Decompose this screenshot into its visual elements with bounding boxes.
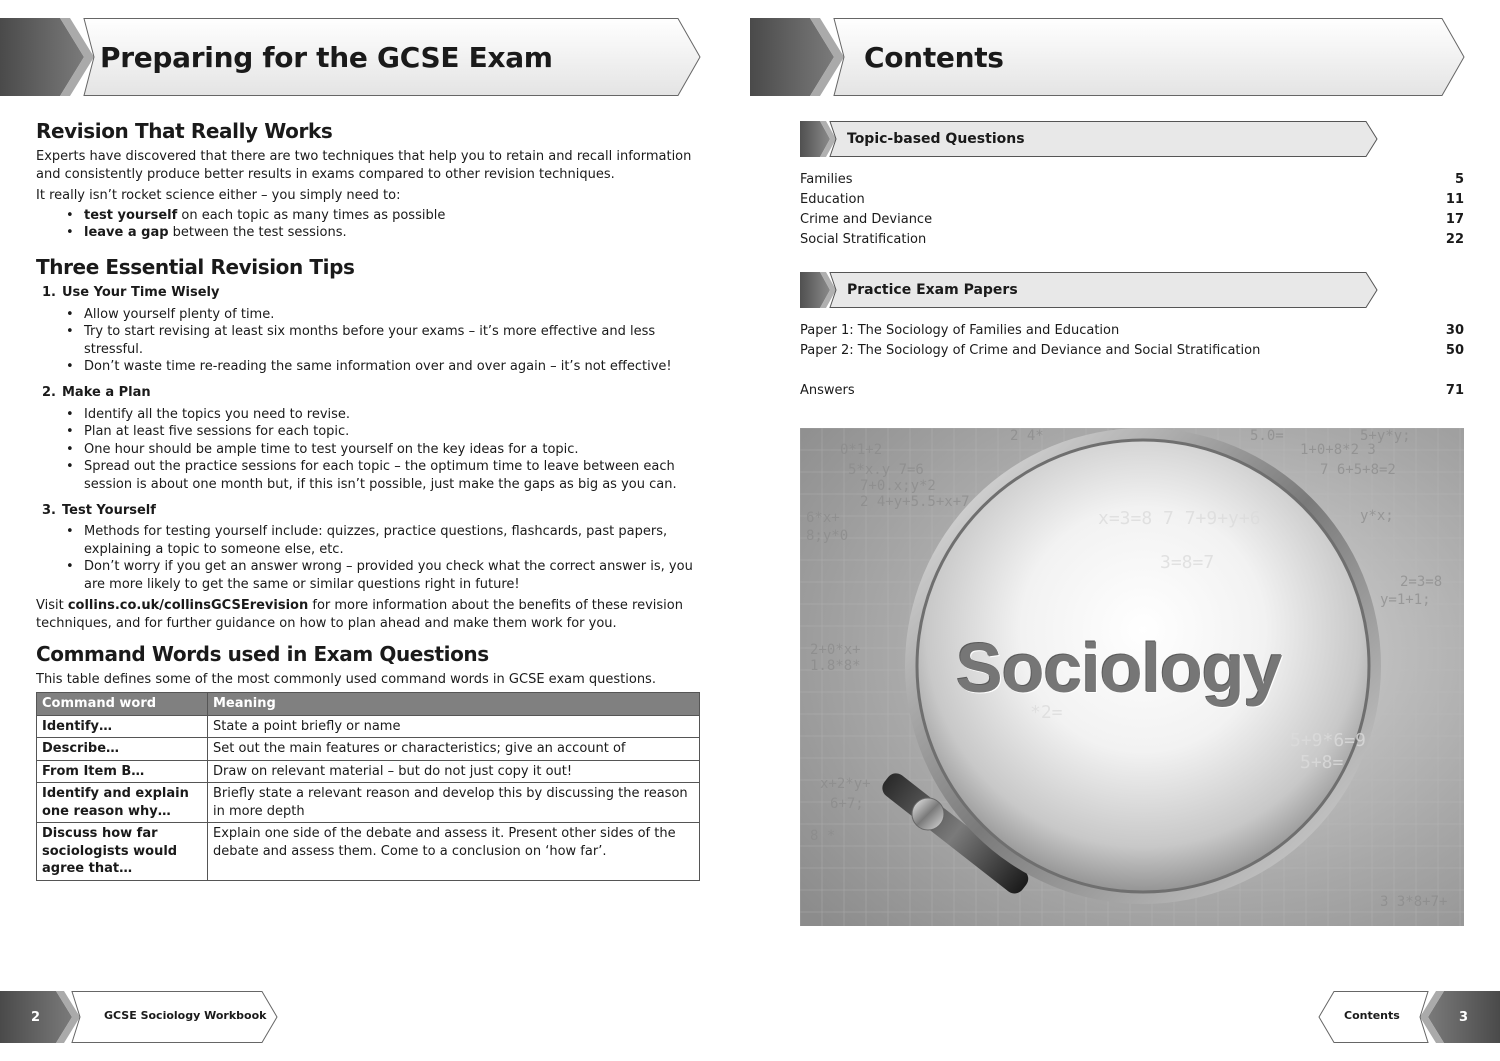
list-item: • Don’t worry if you get an answer wrong – provided you check what the correct answer is, you are more likely to get the same or similar questions right in future! (66, 558, 704, 593)
visit-paragraph: Visit collins.co.uk/collinsGCSErevision for more information about the benefits of these revision techniques, and for further guidance on how to plan ahead and make them work for you. (36, 598, 683, 632)
tip-heading-2: 2. Make a Plan (42, 384, 151, 400)
table-row (37, 738, 700, 761)
revision-link[interactable]: collins.co.uk/collinsGCSErevision (67, 598, 309, 614)
list-item: • Plan at least five sessions for each topic. (66, 423, 704, 441)
left-page-content (36, 118, 704, 881)
right-footer (1316, 991, 1500, 1043)
svg-text:x+2*y+: x+2*y+ (820, 776, 871, 792)
svg-text:6*x+: 6*x+ (806, 510, 840, 526)
svg-text:5+9*6=9: 5+9*6=9 (1290, 730, 1366, 751)
svg-text:5+8=: 5+8= (1300, 752, 1344, 773)
svg-text:6+7;: 6+7; (830, 796, 864, 812)
command-words-table (36, 692, 700, 881)
svg-text:5.0=: 5.0= (1250, 428, 1284, 444)
papers-section-banner (800, 272, 1380, 308)
left-footer (0, 991, 280, 1043)
toc-item-paper-1[interactable]: Paper 1: The Sociology of Families and Education 30 (800, 321, 1464, 341)
toc-item-paper-2[interactable]: Paper 2: The Sociology of Crime and Deviance and Social Stratification 50 (800, 341, 1464, 361)
topic-section-label: Topic-based Questions (847, 131, 1025, 147)
column-header: Meaning (208, 693, 700, 716)
page-title: Preparing for the GCSE Exam (100, 41, 553, 74)
command-word-cell: Discuss how far sociologists would agree that… (37, 823, 208, 881)
toc-page-number: 5 (1454, 172, 1464, 187)
command-word-cell: Identify… (37, 715, 208, 738)
right-header-shape (750, 18, 1466, 96)
tip-heading-1: 1. Use Your Time Wisely (42, 284, 220, 300)
tip-heading-3: 3. Test Yourself (42, 502, 156, 518)
meaning-cell: Explain one side of the debate and assess it. Present other sides of the debate and assess them. Come to a conclusion on ‘how far’. (208, 823, 700, 881)
svg-text:8 *: 8 * (810, 828, 836, 844)
list-item: • Try to start revising at least six months before your exams – it’s more effective and less stressful. (66, 323, 704, 358)
toc-item-social-stratification[interactable]: Social Stratification 22 (800, 230, 1464, 250)
svg-text:7+0.x;y*2: 7+0.x;y*2 (860, 478, 936, 494)
meaning-cell: Set out the main features or characteristics; give an account of (208, 738, 700, 761)
list-item: • Don’t waste time re-reading the same information over and over again – it’s not effective! (66, 358, 704, 376)
svg-text:5+y*y;: 5+y*y; (1360, 428, 1411, 444)
tip-2-bullets (66, 406, 704, 494)
table-row (37, 823, 700, 881)
tip-1-bullets (66, 306, 704, 376)
list-item: • Allow yourself plenty of time. (66, 306, 704, 324)
command-word-cell: Describe… (37, 738, 208, 761)
svg-text:1+0+8*2 3: 1+0+8*2 3 (1300, 442, 1376, 458)
meaning-cell: State a point briefly or name (208, 715, 700, 738)
section-heading-command-words: Command Words used in Exam Questions (36, 641, 489, 666)
revision-lead: It really isn’t rocket science either – you simply need to: (36, 188, 401, 204)
list-item: • Identify all the topics you need to revise. (66, 406, 704, 424)
sociology-word: Sociology (956, 629, 1282, 707)
left-header-banner (0, 18, 702, 96)
svg-text:y*x;: y*x; (1360, 508, 1394, 524)
list-item: • leave a gap between the test sessions. (66, 224, 704, 242)
revision-intro: Experts have discovered that there are two techniques that help you to retain and recall information and consistently produce better results in exams compared to other revision techniques. (36, 149, 692, 182)
meaning-cell: Draw on relevant material – but do not just copy it out! (208, 760, 700, 783)
command-word-cell: From Item B… (37, 760, 208, 783)
command-intro: This table defines some of the most commonly used command words in GCSE exam questions. (36, 671, 656, 687)
toc-page-number: 30 (1445, 323, 1464, 338)
topic-section-banner (800, 121, 1380, 157)
column-header: Command word (37, 693, 208, 716)
svg-text:7 6+5+8=2: 7 6+5+8=2 (1320, 462, 1396, 478)
svg-text:2 4*: 2 4* (1010, 428, 1044, 444)
svg-text:x=3=8 7 7+9+y+6: x=3=8 7 7+9+y+6 (1098, 508, 1261, 529)
svg-text:5*x.y 7=6: 5*x.y 7=6 (848, 462, 924, 478)
list-item: • Spread out the practice sessions for each topic – the optimum time to leave between each session is about one month but, if this isn’t possible, just make the gaps as big as you can. (66, 458, 704, 493)
list-item: • test yourself on each topic as many times as possible (66, 207, 704, 225)
command-word-cell: Identify and explain one reason why… (37, 783, 208, 823)
toc-page-number: 50 (1445, 343, 1464, 358)
list-item: • One hour should be ample time to test yourself on the key ideas for a topic. (66, 441, 704, 459)
toc-item-education[interactable]: Education 11 (800, 190, 1464, 210)
section-heading-revision: Revision That Really Works (36, 119, 333, 143)
svg-text:0*1+2: 0*1+2 (840, 442, 883, 458)
svg-text:8;y*0: 8;y*0 (806, 528, 849, 544)
table-row (37, 760, 700, 783)
table-header-row (37, 693, 700, 716)
revision-bullets (66, 207, 704, 242)
toc-item-answers[interactable]: Answers 71 (800, 381, 1464, 401)
meaning-cell: Briefly state a relevant reason and develop this by discussing the reason in more depth (208, 783, 700, 823)
svg-text:2 4+y+5.5+x+7: 2 4+y+5.5+x+7 (860, 494, 970, 510)
table-row (37, 783, 700, 823)
toc-item-crime-and-deviance[interactable]: Crime and Deviance 17 (800, 210, 1464, 230)
footer-book-title: GCSE Sociology Workbook (104, 1009, 267, 1022)
tip-3-bullets (66, 523, 704, 593)
toc-item-families[interactable]: Families 5 (800, 170, 1464, 190)
toc-page-number: 17 (1445, 212, 1464, 227)
list-item: • Methods for testing yourself include: quizzes, practice questions, flashcards, past papers, explaining a topic to someone else, etc. (66, 523, 704, 558)
section-heading-tips: Three Essential Revision Tips (36, 254, 355, 279)
svg-text:y=1+1;: y=1+1; (1380, 592, 1431, 608)
toc-page-number: 71 (1445, 383, 1464, 398)
right-header-banner (750, 18, 1466, 96)
footer-section-label: Contents (1344, 1009, 1400, 1022)
toc-page-number: 11 (1445, 192, 1464, 207)
svg-text:*2=: *2= (1030, 702, 1063, 723)
table-row (37, 715, 700, 738)
toc-page-number: 22 (1445, 232, 1464, 247)
sociology-magnifier-image (800, 428, 1464, 926)
page-number: 2 (31, 1010, 41, 1025)
svg-text:2=3=8: 2=3=8 (1400, 574, 1443, 590)
contents-title: Contents (864, 41, 1004, 74)
svg-text:2+0*x+: 2+0*x+ (810, 642, 861, 658)
svg-text:3=8=7: 3=8=7 (1160, 552, 1215, 573)
svg-text:1.8*8*: 1.8*8* (810, 658, 861, 674)
page-number: 3 (1459, 1010, 1469, 1025)
svg-text:3 3*8+7+: 3 3*8+7+ (1380, 894, 1448, 910)
papers-section-label: Practice Exam Papers (847, 282, 1018, 298)
